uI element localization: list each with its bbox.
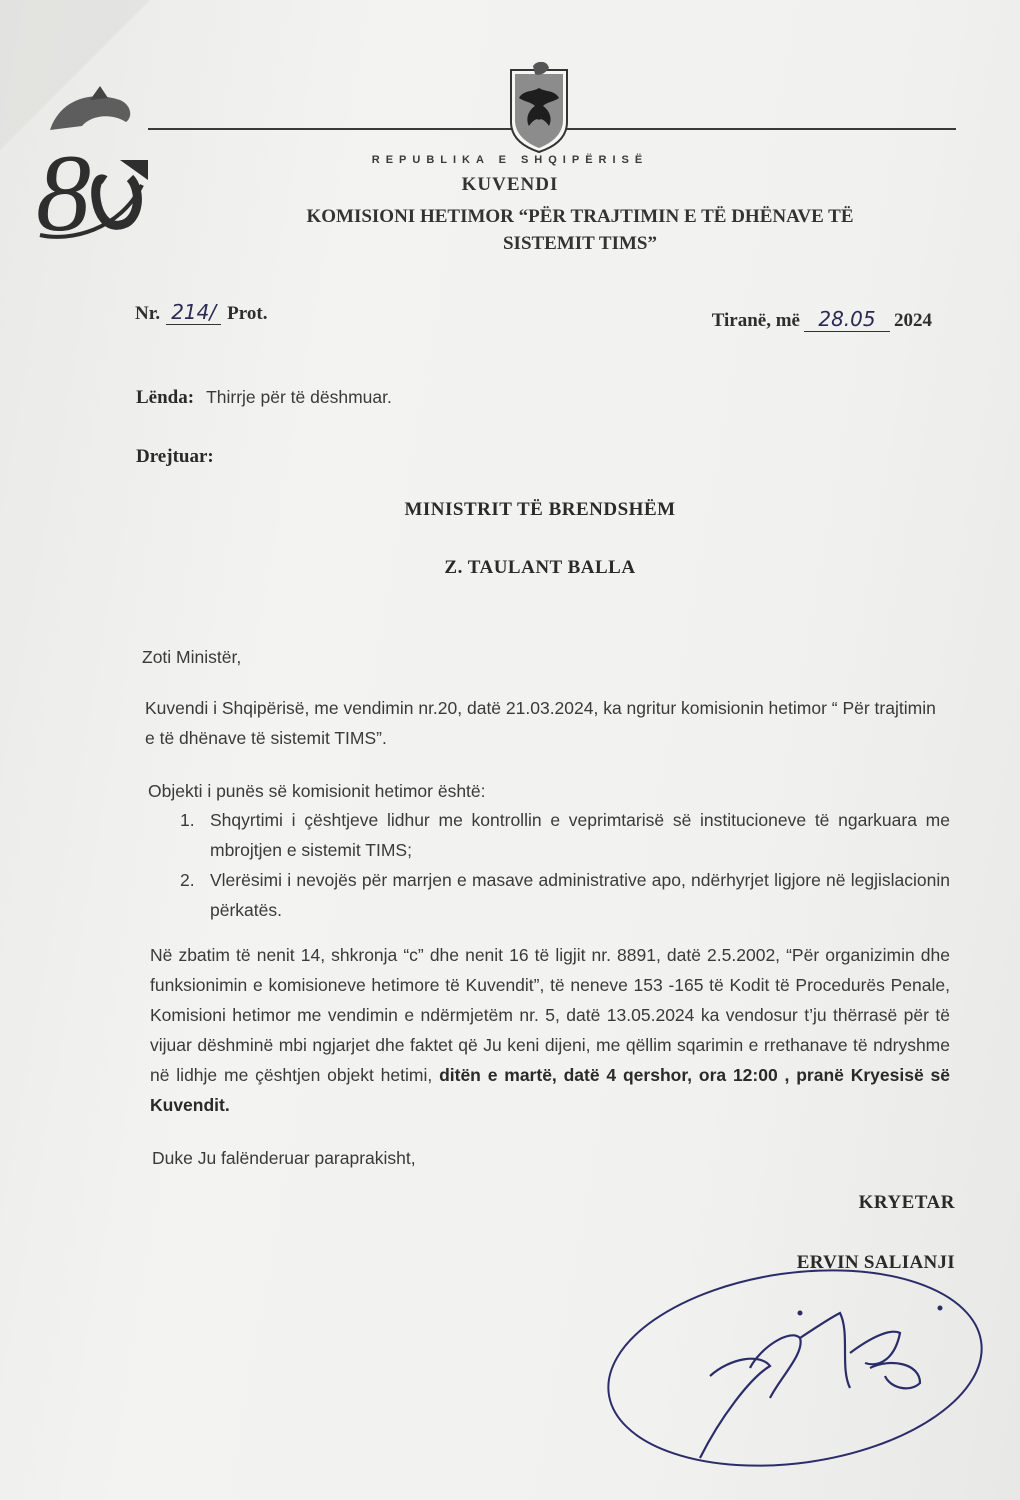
signatory-title: KRYETAR [858, 1192, 955, 1213]
albanian-emblem-icon [507, 62, 571, 154]
list-item [180, 865, 950, 925]
salutation: Zoti Ministër, [142, 647, 242, 667]
svg-text:8: 8 [36, 132, 91, 254]
list-item [180, 805, 950, 865]
institution-name: KUVENDI [461, 174, 559, 195]
commission-title [230, 203, 930, 257]
addressed-label: Drejtuar: [136, 446, 214, 467]
signatory-name: ERVIN SALIANJI [796, 1252, 955, 1273]
subject-text: Thirrje për të dëshmuar. [206, 387, 392, 407]
summons-date-time-place: ditën e martë, datë 4 qershor, ora 12:00 , pranë Kryesisë së Kuvendit. [150, 1065, 950, 1115]
commission-title-line2: SISTEMIT TIMS” [502, 233, 657, 254]
objectives-intro: Objekti i punës së komisionit hetimor është: [148, 781, 486, 801]
list-item-text: Vlerësimi i nevojës për marrjen e masave administrative apo, ndërhyrjet ligjore në legjislacionin përkatës. [210, 870, 950, 920]
list-item-text: Shqyrtimi i çështjeve lidhur me kontrollin e veprimtarisë së institucioneve të ngarkuara me mbrojtjen e sistemit TIMS; [210, 810, 950, 860]
paragraph-summons [150, 940, 950, 1120]
date-year: 2024 [894, 310, 932, 331]
summons-text: Në zbatim të nenit 14, shkronja “c” dhe nenit 16 të ligjit nr. 8891, datë 2.5.2002, “Për organizimin dhe funksionimin e komisioneve hetimore të Kuvendit”, të neneve 153 -165 të Kodit të Procedurës Penale, Komisioni hetimor me vendimin e ndërmjetëm nr. 5, datë 13.05.2024 ka vendosur t’ju thërrasë për të vijuar dëshminë mbi ngjarjet dhe faktet që Ju keni dijeni, me qëllim sqarimin e rrethanave të ndryshme në lidhje me çështjen objekt hetimi, [150, 945, 950, 1085]
protocol-number [135, 300, 267, 325]
recipient-name: Z. TAULANT BALLA [444, 557, 636, 578]
place-label: Tiranë, më [711, 310, 800, 331]
subject-line [136, 387, 392, 409]
commission-title-line1: KOMISIONI HETIMOR “PËR TRAJTIMIN E TË DHËNAVE TË [306, 206, 854, 227]
list-item-number: 1. [180, 810, 195, 830]
prot-label: Prot. [227, 303, 268, 324]
date-handwritten-value: 28.05 [804, 307, 890, 332]
handwritten-signature [600, 1258, 990, 1473]
objectives-list [180, 805, 950, 925]
closing-line: Duke Ju falënderuar paraprakisht, [152, 1148, 416, 1168]
country-name: REPUBLIKA E SHQIPËRISË [371, 154, 649, 166]
subject-label: Lënda: [136, 387, 195, 408]
list-item-number: 2. [180, 870, 195, 890]
nr-label: Nr. [135, 303, 161, 324]
place-and-date [712, 307, 932, 332]
nr-handwritten-value: 214/ [166, 300, 221, 325]
recipient-title: MINISTRIT TË BRENDSHËM [404, 499, 676, 520]
paragraph-commission-established: Kuvendi i Shqipërisë, me vendimin nr.20, datë 21.03.2024, ka ngritur komisionin hetimor “ Për trajtimin e të dhënave të sistemit TIMS”. [145, 698, 936, 748]
